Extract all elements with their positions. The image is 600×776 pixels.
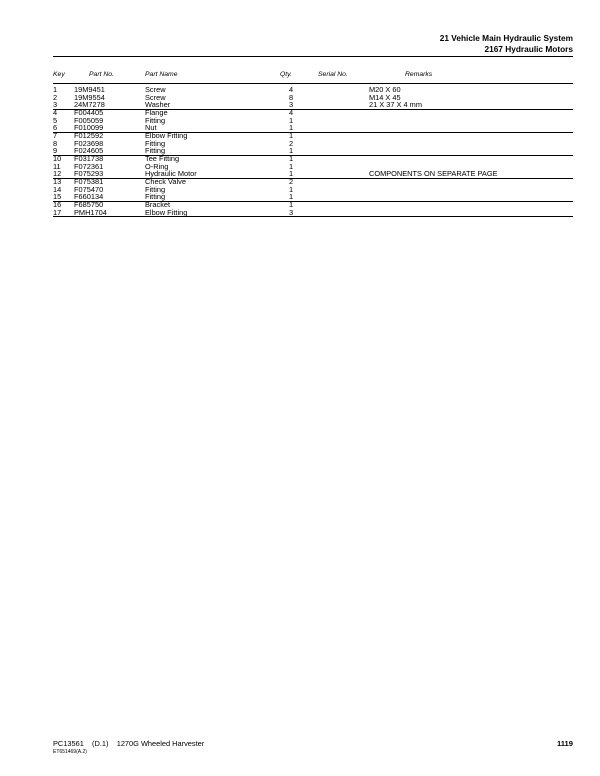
part-qty: 1 bbox=[289, 115, 294, 125]
table-row bbox=[53, 94, 573, 102]
part-qty: 8 bbox=[289, 92, 294, 102]
part-remarks: M20 X 60 bbox=[369, 85, 401, 94]
table-row bbox=[53, 186, 573, 194]
part-name: Flange bbox=[145, 108, 168, 117]
part-remarks: COMPONENTS ON SEPARATE PAGE bbox=[369, 169, 498, 179]
part-key: 4 bbox=[53, 108, 58, 117]
part-name: Check Valve bbox=[145, 177, 186, 186]
col-qty-header: Qty. bbox=[280, 71, 292, 78]
part-number: F010099 bbox=[74, 123, 104, 133]
part-key: 6 bbox=[53, 123, 58, 133]
part-number: F660134 bbox=[74, 192, 104, 202]
table-row bbox=[53, 155, 573, 163]
part-name: Tee Fitting bbox=[145, 154, 180, 163]
part-key: 1 bbox=[53, 85, 58, 94]
part-number: F075381 bbox=[74, 177, 104, 186]
part-qty: 1 bbox=[289, 161, 294, 171]
part-name: Fitting bbox=[145, 115, 166, 125]
col-remarks-header: Remarks bbox=[405, 71, 433, 78]
part-number: F075470 bbox=[74, 184, 104, 194]
part-key: 14 bbox=[53, 184, 62, 194]
part-qty: 1 bbox=[289, 192, 294, 202]
part-key: 10 bbox=[53, 154, 62, 163]
part-number: 24M7278 bbox=[74, 100, 105, 110]
part-qty: 1 bbox=[289, 123, 294, 133]
col-part-no-header: Part No. bbox=[89, 71, 114, 78]
part-name: O-Ring bbox=[145, 161, 169, 171]
illustration-id: ET651469(A.2) bbox=[53, 749, 87, 755]
table-row bbox=[53, 193, 573, 201]
header-rule bbox=[53, 56, 573, 57]
part-number: PMH1704 bbox=[74, 207, 107, 217]
part-key: 5 bbox=[53, 115, 58, 125]
table-row bbox=[53, 124, 573, 132]
table-row bbox=[53, 201, 573, 209]
part-number: F685750 bbox=[74, 200, 104, 209]
table-row-group bbox=[53, 132, 573, 156]
part-name: Hydraulic Motor bbox=[145, 169, 197, 179]
col-serial-no-header: Serial No. bbox=[318, 71, 348, 78]
table-row-group bbox=[53, 86, 573, 110]
table-row bbox=[53, 178, 573, 186]
table-row bbox=[53, 101, 573, 109]
catalog-revision: (D.1) bbox=[92, 739, 109, 748]
subsection-title: 2167 Hydraulic Motors bbox=[484, 44, 573, 54]
part-qty: 3 bbox=[289, 207, 294, 217]
table-row bbox=[53, 209, 573, 217]
model-name: 1270G Wheeled Harvester bbox=[116, 739, 205, 748]
footer-catalog-info bbox=[53, 739, 204, 755]
table-row-group bbox=[53, 155, 573, 179]
table-row bbox=[53, 170, 573, 178]
part-qty: 4 bbox=[289, 85, 294, 94]
part-qty: 1 bbox=[289, 169, 294, 179]
part-key: 2 bbox=[53, 92, 58, 102]
part-name: Elbow Fitting bbox=[145, 131, 188, 140]
table-row bbox=[53, 117, 573, 125]
part-key: 8 bbox=[53, 138, 58, 148]
part-name: Washer bbox=[145, 100, 171, 110]
part-key: 16 bbox=[53, 200, 62, 209]
table-row bbox=[53, 147, 573, 155]
table-row-group bbox=[53, 178, 573, 202]
part-remarks: M14 X 45 bbox=[369, 92, 401, 102]
part-key: 3 bbox=[53, 100, 58, 110]
part-name: Bracket bbox=[145, 200, 171, 209]
part-name: Fitting bbox=[145, 146, 166, 156]
part-name: Elbow Fitting bbox=[145, 207, 188, 217]
part-key: 15 bbox=[53, 192, 62, 202]
part-qty: 1 bbox=[289, 200, 294, 209]
part-number: F072361 bbox=[74, 161, 104, 171]
table-row bbox=[53, 86, 573, 94]
part-key: 11 bbox=[53, 161, 61, 171]
part-key: 17 bbox=[53, 207, 62, 217]
part-qty: 1 bbox=[289, 131, 294, 140]
part-number: 19M9554 bbox=[74, 92, 105, 102]
part-qty: 2 bbox=[289, 177, 294, 186]
part-number: F024605 bbox=[74, 146, 104, 156]
part-name: Screw bbox=[145, 85, 166, 94]
part-qty: 1 bbox=[289, 154, 294, 163]
page-number: 1119 bbox=[556, 739, 573, 748]
table-row bbox=[53, 132, 573, 140]
table-row-group bbox=[53, 201, 573, 217]
col-key-header: Key bbox=[53, 71, 65, 78]
catalog-number: PC13561 bbox=[53, 739, 84, 748]
part-qty: 2 bbox=[289, 138, 294, 148]
part-qty: 1 bbox=[289, 146, 294, 156]
part-remarks: 21 X 37 X 4 mm bbox=[369, 100, 422, 110]
part-number: F012592 bbox=[74, 131, 104, 140]
table-row-group bbox=[53, 109, 573, 133]
table-row bbox=[53, 140, 573, 148]
part-name: Fitting bbox=[145, 184, 166, 194]
part-number: F005059 bbox=[74, 115, 104, 125]
part-number: F031738 bbox=[74, 154, 104, 163]
part-number: F004405 bbox=[74, 108, 104, 117]
part-name: Fitting bbox=[145, 138, 166, 148]
part-qty: 1 bbox=[289, 184, 294, 194]
part-number: 19M9451 bbox=[74, 85, 105, 94]
part-key: 9 bbox=[53, 146, 58, 156]
part-number: F075293 bbox=[74, 169, 104, 179]
col-part-name-header: Part Name bbox=[145, 71, 178, 78]
part-name: Screw bbox=[145, 92, 166, 102]
part-name: Fitting bbox=[145, 192, 166, 202]
part-qty: 4 bbox=[289, 108, 294, 117]
section-title: 21 Vehicle Main Hydraulic System bbox=[439, 33, 573, 43]
table-header-rule bbox=[53, 83, 573, 84]
part-number: F023698 bbox=[74, 138, 104, 148]
part-name: Nut bbox=[145, 123, 157, 133]
table-row bbox=[53, 109, 573, 117]
part-key: 7 bbox=[53, 131, 58, 140]
part-key: 13 bbox=[53, 177, 62, 186]
part-key: 12 bbox=[53, 169, 62, 179]
part-qty: 3 bbox=[289, 100, 294, 110]
